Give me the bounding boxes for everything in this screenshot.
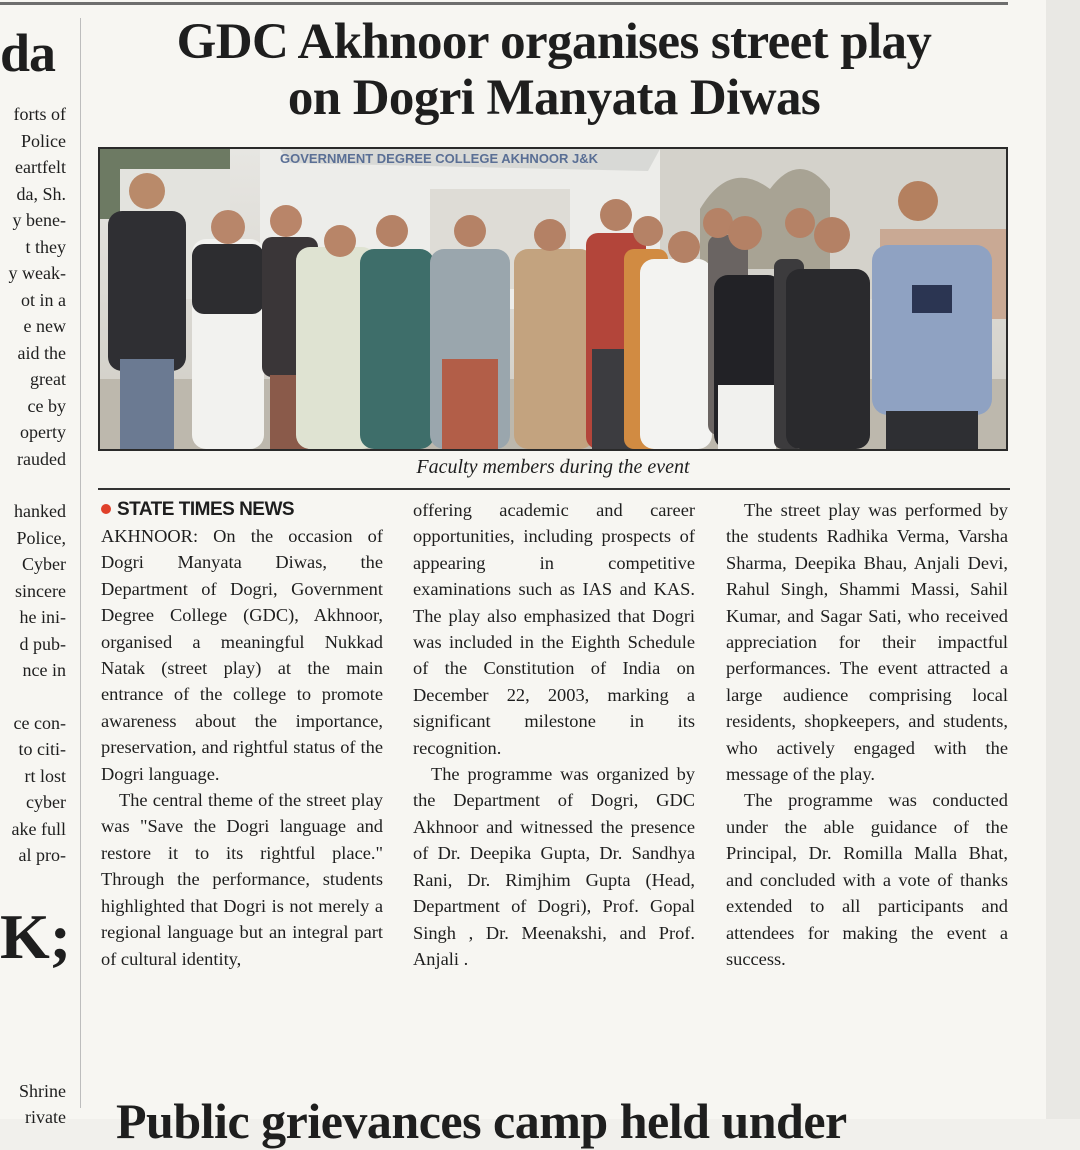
article-column-1 (101, 497, 383, 972)
text-line: al pro- (18, 845, 66, 865)
article-paragraph: The programme was conducted under the able guidance of the Principal, Dr. Romilla Malla Bhat, and concluded with a vote of thanks extended to all participants and attendees for making the event a success. (726, 790, 1008, 969)
photo-caption: Faculty members during the event (416, 456, 690, 478)
left-big-fragment: K; (0, 901, 72, 972)
text-line: rauded (17, 448, 66, 469)
text-line: d pub- (19, 633, 66, 654)
photo-banner-text: GOVERNMENT DEGREE COLLEGE AKHNOOR J&K (280, 151, 599, 166)
article-headline (98, 14, 1010, 126)
headline-line-1: GDC Akhnoor organises street play (176, 14, 932, 70)
article-column-3 (726, 497, 1008, 972)
article-column-2 (413, 497, 695, 972)
article-paragraph: The street play was performed by the students Radhika Verma, Varsha Sharma, Deepika Bhau, Anjali Devi, Rahul Singh, Shammi Massi, Sahil Kumar, and Sagar Sati, who received appreciation for their impactful performances. The event attracted a large audience comprising local residents, shopkeepers, and students, who actively engaged with the message of the play. (726, 500, 1008, 785)
text-line: eartfelt (15, 157, 66, 177)
text-line: forts of (13, 104, 66, 124)
text-line: great (30, 369, 66, 389)
text-line: rt lost (24, 765, 66, 786)
top-rule (0, 2, 1008, 5)
text-line: rivate (25, 1107, 66, 1127)
text-line: ake full (11, 818, 66, 839)
text-line: Police (21, 130, 66, 151)
text-line: ot in a (21, 289, 66, 310)
text-line: y bene- (12, 210, 66, 230)
text-line: ce by (27, 395, 66, 416)
text-line: to citi- (18, 739, 66, 759)
group-photo (98, 147, 1008, 451)
article-paragraph: AKHNOOR: On the occasion of Dogri Manyata Diwas, the Department of Dogri, Government Degree College (GDC), Akhnoor, organised a meaningful Nukkad Natak (street play) at the main entrance of the college to promote awareness about the importance, preservation, and rightful status of the Dogri language. (101, 526, 383, 784)
text-line: Cyber (22, 554, 66, 574)
article-paragraph: The programme was organized by the Department of Dogri, GDC Akhnoor and witnessed the presence of Dr. Deepika Gupta, Dr. Sandhya Rani, Dr. Rimjhim Gupta (Head, Department of Dogri), Prof. Gopal Singh , Dr. Meenakshi, and Prof. Anjali . (413, 764, 695, 969)
text-line: y weak- (8, 263, 66, 283)
text-line: operty (20, 422, 66, 442)
text-line: t they (25, 236, 66, 257)
text-line: sincere (15, 580, 66, 601)
text-line: ce con- (13, 712, 66, 733)
article-paragraph: The central theme of the street play was "Save the Dogri language and restore it to its rightful place." Through the performance, students highlighted that Dogri is not merely a regional language but an integral part of cultural identity, (101, 790, 383, 969)
page-margin (1046, 0, 1080, 1119)
left-bottom-text (0, 1078, 66, 1130)
headline-line-2: on Dogri Manyata Diwas (287, 70, 821, 126)
left-clipped-column (0, 0, 80, 1127)
text-line: he ini- (19, 607, 66, 627)
byline-bullet-icon (101, 504, 111, 514)
left-headline-fragment: da (0, 23, 56, 83)
text-line: Shrine (19, 1081, 66, 1101)
text-line: e new (23, 316, 66, 336)
text-line: aid the (17, 342, 66, 363)
next-article-headline: Public grievances camp held under (116, 1093, 847, 1149)
article-paragraph: offering academic and career opportunities, including prospects of appearing in competitive examinations such as IAS and KAS. The play also emphasized that Dogri was included in the Eighth Schedule of the Constitution of India on December 22, 2003, marking a significant milestone in its recognition. (413, 500, 695, 758)
byline (101, 497, 383, 523)
text-line: hanked (14, 501, 66, 521)
text-line: da, Sh. (16, 183, 66, 204)
text-line: nce in (22, 660, 66, 680)
caption-rule (98, 488, 1010, 490)
photo-illustration (100, 149, 1006, 449)
byline-text: STATE TIMES NEWS (117, 499, 295, 520)
text-line: Police, (16, 527, 66, 548)
text-line: cyber (26, 792, 66, 812)
column-rule (80, 18, 81, 1108)
left-text-block (0, 101, 66, 869)
